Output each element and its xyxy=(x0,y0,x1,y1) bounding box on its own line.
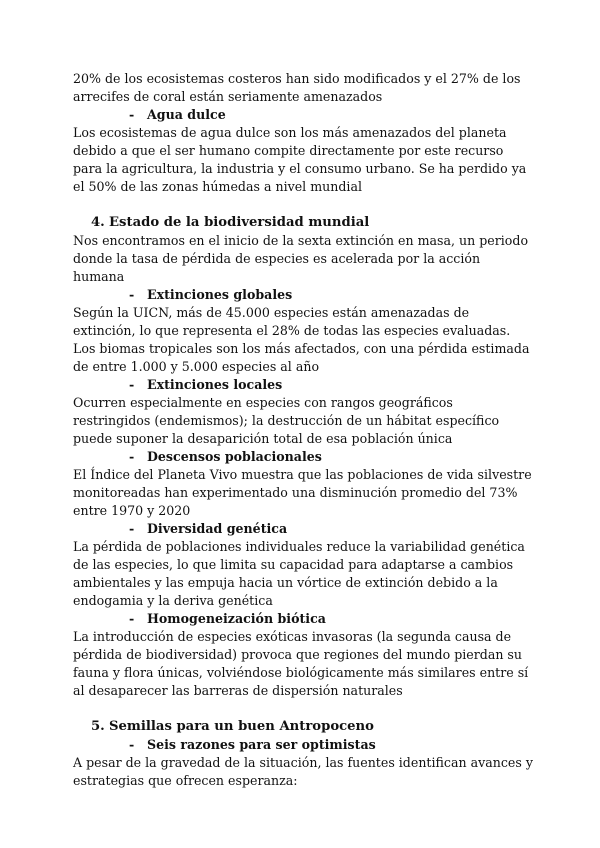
bullet-dash: - xyxy=(129,521,135,536)
subheading-text: Agua dulce xyxy=(147,107,226,122)
subheading-text: Extinciones locales xyxy=(147,377,283,392)
subheading-homogeneizacion-biotica xyxy=(129,610,533,628)
paragraph-section-4: Nos encontramos en el inicio de la sexta extinción en masa, un periodo donde la tasa de pérdida de especies es acelerada por la acción humana xyxy=(73,233,529,284)
subheading-descensos-poblacionales xyxy=(129,448,533,466)
subheading-diversidad-genetica xyxy=(129,520,533,538)
subheading-extinciones-locales xyxy=(129,376,533,394)
paragraph-extinciones-locales: Ocurren especialmente en especies con rangos geográficos restringidos (endemismos); la destrucción de un hábitat específico puede suponer la desaparición total de esa población única xyxy=(73,395,500,446)
paragraph-final: A pesar de la gravedad de la situación, las fuentes identifican avances y estrategias que ofrecen esperanza: xyxy=(73,755,533,788)
paragraph-extinciones-globales: Según la UICN, más de 45.000 especies están amenazadas de extinción, lo que representa el 28% de todas las especies evaluadas. Los biomas tropicales son los más afectados, con una pérdida estimada de entre 1.000 y 5.000 especies al año xyxy=(73,305,530,374)
paragraph-agua-dulce: Los ecosistemas de agua dulce son los más amenazados del planeta debido a que el ser humano compite directamente por este recurso para la agricultura, la industria y el consumo urbano. Se ha perdido ya el 50% de las zonas húmedas a nivel mundial xyxy=(73,125,527,194)
bullet-dash: - xyxy=(129,611,135,626)
section-heading-4 xyxy=(91,214,533,232)
paragraph-descensos-poblacionales: El Índice del Planeta Vivo muestra que las poblaciones de vida silvestre monitoreadas han experimentado una disminución promedio del 73% entre 1970 y 2020 xyxy=(73,467,532,518)
section-heading-5 xyxy=(91,718,533,736)
subheading-text: Seis razones para ser optimistas xyxy=(147,737,376,752)
paragraph-homogeneizacion-biotica: La introducción de especies exóticas invasoras (la segunda causa de pérdida de biodiversidad) provoca que regiones del mundo pierdan su fauna y flora únicas, volviéndose biológicamente más similares entre sí al desaparecer las barreras de dispersión naturales xyxy=(73,629,529,698)
subheading-text: Homogeneización biótica xyxy=(147,611,326,626)
subheading-seis-razones xyxy=(129,736,533,754)
bullet-dash: - xyxy=(129,377,135,392)
paragraph-diversidad-genetica: La pérdida de poblaciones individuales reduce la variabilidad genética de las especies, lo que limita su capacidad para adaptarse a cambios ambientales y las empuja hacia un vórtice de extinción debido a la endogamia y la deriva genética xyxy=(73,539,525,608)
subheading-text: Descensos poblacionales xyxy=(147,449,322,464)
subheading-extinciones-globales xyxy=(129,286,533,304)
subheading-text: Diversidad genética xyxy=(147,521,288,536)
bullet-dash: - xyxy=(129,449,135,464)
bullet-dash: - xyxy=(129,737,135,752)
subheading-agua-dulce xyxy=(129,106,533,124)
section-title: Estado de la biodiversidad mundial xyxy=(109,215,370,230)
section-number: 5. xyxy=(91,719,105,734)
section-number: 4. xyxy=(91,215,105,230)
bullet-dash: - xyxy=(129,107,135,122)
document-body xyxy=(73,70,533,790)
bullet-dash: - xyxy=(129,287,135,302)
section-title: Semillas para un buen Antropoceno xyxy=(109,719,374,734)
subheading-text: Extinciones globales xyxy=(147,287,293,302)
intro-paragraph: 20% de los ecosistemas costeros han sido modificados y el 27% de los arrecifes de coral están seriamente amenazados xyxy=(73,71,521,104)
